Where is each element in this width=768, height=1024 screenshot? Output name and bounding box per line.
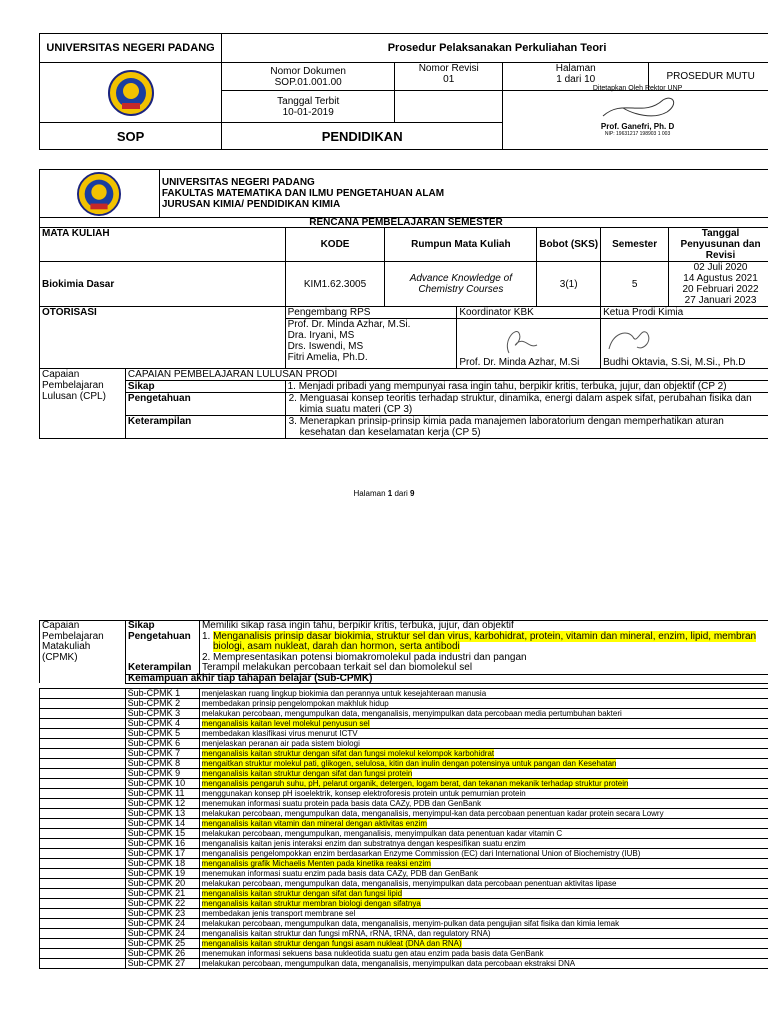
empty-cell: [40, 949, 126, 959]
sub-cpmk-text: melakukan percobaan, mengumpulkan, menganalisis, menyimpulkan data penentuan kadar vitamin C: [201, 829, 563, 838]
sub-cpmk-id: Sub-CPMK 1: [125, 689, 199, 699]
sub-cpmk-heading: Kemampuan akhir tiap tahapan belajar (Sub-CPMK): [125, 674, 768, 683]
empty-cell: [40, 749, 126, 759]
empty-cell: [40, 699, 126, 709]
empty-cell: [40, 799, 126, 809]
doc-number-cell: [222, 63, 395, 91]
sub-cpmk-text: menemukan informasi suatu protein pada basis data CAZy, PDB dan GenBank: [201, 799, 482, 808]
developer-name: Drs. Iswendi, MS: [287, 341, 364, 352]
empty-cell: [40, 849, 126, 859]
rps-table: [39, 169, 768, 439]
sub-cpmk-id: Sub-CPMK 15: [125, 829, 199, 839]
sub-cpmk-text: menganalisis kaitan struktur dengan sifat dan fungsi lipid: [201, 889, 403, 898]
quality-procedure: PROSEDUR MUTU: [649, 63, 768, 91]
empty-cell: [40, 759, 126, 769]
sub-cpmk-text: melakukan percobaan, mengumpulkan data, menganalisis, menyimpul-kan data percobaan penentuan kadar protein secara Lowry: [201, 809, 664, 818]
sub-cpmk-row: [40, 799, 768, 809]
sub-cpmk-row: [40, 839, 768, 849]
sub-cpmk-text-cell: [199, 939, 768, 949]
course-group: Advance Knowledge of Chemistry Courses: [385, 262, 537, 307]
sub-cpmk-row: [40, 749, 768, 759]
developer-name: Prof. Dr. Minda Azhar, M.Si.: [287, 319, 411, 330]
sub-cpmk-text: menganalisis kaitan jenis interaksi enzim dan substratnya dengan kespesifikan suatu enzim: [201, 839, 526, 848]
sub-cpmk-id: Sub-CPMK 18: [125, 859, 199, 869]
sop-university: UNIVERSITAS NEGERI PADANG: [40, 34, 222, 63]
developer-name: Fitri Amelia, Ph.D.: [287, 352, 368, 363]
rps-department: JURUSAN KIMIA/ PENDIDIKAN KIMIA: [161, 199, 341, 210]
course-semester: 5: [601, 262, 669, 307]
sub-cpmk-text: menggunakan konsep pH isoelektrik, konsep elektroforesis protein untuk pemurnian protein: [201, 789, 526, 798]
issue-date-cell: [222, 91, 395, 123]
sub-cpmk-text-cell: [199, 759, 768, 769]
empty-cell: [40, 899, 126, 909]
sub-cpmk-text-cell: [199, 769, 768, 779]
empty-cell: [40, 919, 126, 929]
sub-cpmk-row: [40, 719, 768, 729]
page-total: 9: [410, 489, 415, 498]
authorization-label: OTORISASI: [40, 307, 286, 369]
sub-cpmk-text: menjelaskan ruang lingkup biokimia dan perannya untuk kesejahteraan manusia: [201, 689, 487, 698]
sub-cpmk-row: [40, 709, 768, 719]
sub-cpmk-row: [40, 919, 768, 929]
course-credits: 3(1): [537, 262, 601, 307]
page-count: 1 dari 10: [556, 74, 596, 85]
empty-cell: [40, 909, 126, 919]
cpmk-label: Capaian Pembelajaran Matakuliah (CPMK): [40, 621, 126, 684]
course-name: Biokimia Dasar: [40, 262, 286, 307]
sub-cpmk-id: Sub-CPMK 10: [125, 779, 199, 789]
sub-cpmk-row: [40, 899, 768, 909]
sub-cpmk-text: menganalisis pengaruh suhu, pH, pelarut organik, detergen, logam berat, dan tekanan mekanik terhadap struktur protein: [201, 779, 629, 788]
empty-cell: [40, 729, 126, 739]
cpmk-table: [39, 620, 768, 684]
sub-cpmk-text-cell: [199, 909, 768, 919]
developer-name: Dra. Iryani, MS: [287, 330, 355, 341]
sub-cpmk-text-cell: [199, 839, 768, 849]
sub-cpmk-row: [40, 789, 768, 799]
sub-cpmk-row: [40, 849, 768, 859]
page-label: Halaman: [555, 63, 596, 74]
sub-cpmk-text: menganalisis pengelompokkan enzim berdasarkan Enzyme Commission (EC) dari International Union of Biochemistry (IUB): [201, 849, 641, 858]
empty-cell: [40, 689, 126, 699]
sub-cpmk-text-cell: [199, 789, 768, 799]
sub-cpmk-text: membedakan jenis transport membrane sel: [201, 909, 356, 918]
cpmk-pengetahuan-text: Menganalisis prinsip dasar biokimia, struktur sel dan virus, karbohidrat, protein, vitamin dan mineral, enzim, lipid, membran biologi, asam nukleat, darah dan hormon, serta antibodi: [212, 630, 757, 652]
sub-cpmk-row: [40, 729, 768, 739]
sub-cpmk-text: menganalisis kaitan struktur dengan sifat dan fungsi protein: [201, 769, 413, 778]
sub-cpmk-text: melakukan percobaan, mengumpulkan data, menganalisis, menyimpulkan data percobaan ekstraksi DNA: [201, 959, 576, 968]
sub-cpmk-id: Sub-CPMK 21: [125, 889, 199, 899]
cpl-label: Capaian Pembelajaran Lulusan (CPL): [40, 369, 126, 439]
head-cell: [601, 319, 768, 369]
revision-label: Nomor Revisi: [418, 63, 479, 74]
sub-cpmk-text-cell: [199, 809, 768, 819]
sub-cpmk-row: [40, 859, 768, 869]
sub-cpmk-row: [40, 889, 768, 899]
sub-cpmk-text-cell: [199, 849, 768, 859]
sub-cpmk-text: melakukan percobaan, mengumpulkan data, menganalisis, menyimpulkan data percobaan penentuan aktivitas lipase: [201, 879, 617, 888]
sub-cpmk-text-cell: [199, 929, 768, 939]
sop-title: Prosedur Pelaksanakan Perkuliahan Teori: [222, 34, 768, 63]
empty-cell: [40, 829, 126, 839]
sub-cpmk-id: Sub-CPMK 9: [125, 769, 199, 779]
revision-dates: [669, 262, 768, 307]
cpmk-item-number: 1.: [201, 630, 211, 642]
sub-cpmk-id: Sub-CPMK 12: [125, 799, 199, 809]
sop-label: SOP: [40, 123, 222, 150]
sub-cpmk-table: [39, 688, 768, 969]
sub-cpmk-text-cell: [199, 799, 768, 809]
sub-cpmk-text-cell: [199, 729, 768, 739]
empty-cell: [40, 739, 126, 749]
col-bobot: Bobot (SKS): [537, 228, 601, 262]
sub-cpmk-row: [40, 699, 768, 709]
sub-cpmk-text: menganalisis kaitan struktur dan fungsi mRNA, rRNA, tRNA, dan regulatory RNA): [201, 929, 491, 938]
sub-cpmk-id: Sub-CPMK 17: [125, 849, 199, 859]
sub-cpmk-text-cell: [199, 779, 768, 789]
sub-cpmk-row: [40, 689, 768, 699]
col-mata-kuliah: MATA KULIAH: [40, 228, 286, 262]
doc-number-label: Nomor Dokumen: [270, 65, 346, 77]
developer-list: [285, 319, 457, 369]
col-rumpun: Rumpun Mata Kuliah: [385, 228, 537, 262]
revision-date: 14 Agustus 2021: [683, 273, 758, 284]
sub-cpmk-row: [40, 929, 768, 939]
rps-university: UNIVERSITAS NEGERI PADANG: [161, 177, 315, 188]
empty-cell: [40, 809, 126, 819]
empty-cell: [40, 939, 126, 949]
sub-cpmk-row: [40, 869, 768, 879]
cpl-keterampilan-text: 3. Menerapkan prinsip-prinsip kimia pada manajemen laboratorium dengan memperhatikan aturan kesehatan dan keselamatan kerja (CP 5): [285, 416, 768, 439]
sub-cpmk-id: Sub-CPMK 24: [125, 919, 199, 929]
sub-cpmk-text-cell: [199, 739, 768, 749]
page-indicator: [0, 489, 768, 498]
unp-logo-icon: [77, 172, 121, 216]
sub-cpmk-text: menemukan informasi suatu enzim pada basis data CAZy, PDB dan GenBank: [201, 869, 478, 878]
empty-cell: [40, 819, 126, 829]
sub-cpmk-text: mengaitkan struktur molekul pati, glikogen, selulosa, kitin dan inulin dengan potensinya untuk pangan dan Kesehatan: [201, 759, 617, 768]
unp-logo-icon: [108, 70, 154, 116]
rps-title: RENCANA PEMBELAJARAN SEMESTER: [40, 218, 768, 228]
sub-cpmk-id: Sub-CPMK 3: [125, 709, 199, 719]
sub-cpmk-text-cell: [199, 819, 768, 829]
col-semester: Semester: [601, 228, 669, 262]
rector-name: Prof. Ganefri, Ph. D: [600, 122, 675, 131]
coordinator-name: Prof. Dr. Minda Azhar, M.Si: [459, 357, 580, 368]
head-name: Budhi Oktavia, S.Si, M.Si., Ph.D: [603, 357, 746, 368]
sub-cpmk-id: Sub-CPMK 7: [125, 749, 199, 759]
sub-cpmk-text-cell: [199, 829, 768, 839]
coordinator-signature-icon: [489, 323, 549, 357]
sub-cpmk-id: Sub-CPMK 24: [125, 929, 199, 939]
cpl-heading: CAPAIAN PEMBELAJARAN LULUSAN PRODI: [125, 369, 768, 381]
sub-cpmk-text-cell: [199, 689, 768, 699]
empty-cell: [40, 859, 126, 869]
page-current: 1: [387, 489, 393, 498]
sub-cpmk-text-cell: [199, 889, 768, 899]
sub-cpmk-text-cell: [199, 699, 768, 709]
course-code: KIM1.62.3005: [285, 262, 385, 307]
coordinator-cell: [457, 319, 601, 369]
revision-cell: [395, 63, 503, 91]
sub-cpmk-text: menjelaskan peranan air pada sistem biologi: [201, 739, 360, 748]
empty-cell: [40, 789, 126, 799]
rps-logo-cell: [40, 170, 160, 218]
doc-number: SOP.01.001.00: [274, 76, 342, 88]
sub-cpmk-text-cell: [199, 899, 768, 909]
cpmk-sikap-label: Sikap: [125, 621, 199, 632]
sub-cpmk-text-cell: [199, 859, 768, 869]
sub-cpmk-row: [40, 879, 768, 889]
sub-cpmk-id: Sub-CPMK 4: [125, 719, 199, 729]
empty-cell: [40, 869, 126, 879]
sub-cpmk-text-cell: [199, 709, 768, 719]
sub-cpmk-id: Sub-CPMK 13: [125, 809, 199, 819]
sub-cpmk-text-cell: [199, 919, 768, 929]
cpl-sikap-label: Sikap: [125, 381, 285, 393]
sub-cpmk-id: Sub-CPMK 14: [125, 819, 199, 829]
sub-cpmk-id: Sub-CPMK 16: [125, 839, 199, 849]
sub-cpmk-row: [40, 909, 768, 919]
sub-cpmk-row: [40, 779, 768, 789]
page-indicator-prefix: Halaman: [353, 489, 388, 498]
sub-cpmk-text: membedakan klasifikasi virus menurut ICTV: [201, 729, 358, 738]
sub-cpmk-row: [40, 959, 768, 969]
sub-cpmk-text-cell: [199, 749, 768, 759]
sub-cpmk-row: [40, 949, 768, 959]
revision-date: 02 Juli 2020: [693, 262, 748, 273]
sub-cpmk-row: [40, 809, 768, 819]
page-indicator-sep: dari: [392, 489, 411, 498]
sub-cpmk-text-cell: [199, 959, 768, 969]
empty-cell: [40, 719, 126, 729]
issue-date: 10-01-2019: [282, 106, 334, 118]
empty-cell: [40, 779, 126, 789]
sub-cpmk-row: [40, 819, 768, 829]
head-label: Ketua Prodi Kimia: [601, 307, 768, 319]
col-tanggal: Tanggal Penyusunan dan Revisi: [669, 228, 768, 262]
rector-nip: NIP: 19631217 198903 1 003: [604, 131, 671, 137]
empty-cell: [395, 91, 503, 123]
cpmk-pengetahuan-item2: 2. Mempresentasikan potensi biomakromolekul pada industri dan pangan: [199, 653, 768, 664]
sub-cpmk-text: menganalisis kaitan vitamin dan mineral dengan aktivitas enzim: [201, 819, 427, 828]
sub-cpmk-id: Sub-CPMK 22: [125, 899, 199, 909]
sub-cpmk-row: [40, 739, 768, 749]
sub-cpmk-id: Sub-CPMK 8: [125, 759, 199, 769]
developer-label: Pengembang RPS: [285, 307, 457, 319]
sub-cpmk-text-cell: [199, 879, 768, 889]
empty-cell: [40, 959, 126, 969]
sub-cpmk-row: [40, 769, 768, 779]
sub-cpmk-text: menganalisis kaitan level molekul penyusun sel: [201, 719, 370, 728]
cpl-keterampilan-label: Keterampilan: [125, 416, 285, 439]
cpl-sikap-text: 1. Menjadi pribadi yang mempunyai rasa ingin tahu, berpikir kritis, terbuka, jujur, dan objektif (CP 2): [285, 381, 768, 393]
sub-cpmk-text: melakukan percobaan, mengumpulkan data, menganalisis, menyim-pulkan data pengujian sifat fisika dan kimia lemak: [201, 919, 620, 928]
rector-approval-cell: [503, 85, 768, 150]
issue-date-label: Tanggal Terbit: [277, 95, 340, 107]
empty-cell: [40, 839, 126, 849]
revision-date: 27 Januari 2023: [684, 295, 757, 306]
sub-cpmk-text-cell: [199, 869, 768, 879]
sop-header-table: [39, 33, 768, 150]
revision-date: 20 Februari 2022: [682, 284, 759, 295]
cpl-pengetahuan-label: Pengetahuan: [125, 393, 285, 416]
col-kode: KODE: [285, 228, 385, 262]
sub-cpmk-text: menganalisis kaitan struktur dengan fungsi asam nukleat (DNA dan RNA): [201, 939, 462, 948]
approval-label: Ditetapkan Oleh Rektor UNP: [592, 85, 683, 92]
institution-heading: [159, 170, 768, 218]
head-signature-icon: [603, 323, 663, 357]
sub-cpmk-id: Sub-CPMK 25: [125, 939, 199, 949]
pendidikan-label: PENDIDIKAN: [222, 123, 503, 150]
sub-cpmk-text-cell: [199, 949, 768, 959]
sub-cpmk-text-cell: [199, 719, 768, 729]
sub-cpmk-row: [40, 759, 768, 769]
sub-cpmk-text: membedakan prinsip pengelompokan makhluk hidup: [201, 699, 389, 708]
sub-cpmk-id: Sub-CPMK 5: [125, 729, 199, 739]
coordinator-label: Koordinator KBK: [457, 307, 601, 319]
sub-cpmk-id: Sub-CPMK 2: [125, 699, 199, 709]
revision-number: 01: [443, 74, 455, 85]
cpmk-pengetahuan-item1: [199, 632, 768, 653]
sub-cpmk-id: Sub-CPMK 20: [125, 879, 199, 889]
sub-cpmk-row: [40, 939, 768, 949]
rector-signature-icon: [593, 92, 683, 122]
sub-cpmk-id: Sub-CPMK 11: [125, 789, 199, 799]
sub-cpmk-text: menemukan informasi sekuens basa nukleotida suatu gen atau enzim pada basis data GenBank: [201, 949, 544, 958]
sub-cpmk-id: Sub-CPMK 26: [125, 949, 199, 959]
sub-cpmk-id: Sub-CPMK 6: [125, 739, 199, 749]
sub-cpmk-text: menganalisis kaitan struktur membran biologi dengan sifatnya: [201, 899, 421, 908]
sub-cpmk-text: menganalisis grafik Michaelis Menten pada kinetika reaksi enzim: [201, 859, 431, 868]
sub-cpmk-id: Sub-CPMK 19: [125, 869, 199, 879]
sub-cpmk-text: menganalisis kaitan struktur dengan sifat dan fungsi molekul kelompok karbohidrat: [201, 749, 495, 758]
cpmk-pengetahuan-label: Pengetahuan: [125, 632, 199, 653]
cpl-pengetahuan-text: 2. Menguasai konsep teoritis terhadap struktur, dinamika, energi dalam aspek sifat, perubahan fisika dan kimia suatu materi (CP 3): [285, 393, 768, 416]
sub-cpmk-id: Sub-CPMK 27: [125, 959, 199, 969]
sub-cpmk-id: Sub-CPMK 23: [125, 909, 199, 919]
cpmk-sikap-text: Memiliki sikap rasa ingin tahu, berpikir kritis, terbuka, jujur, dan objektif: [199, 621, 768, 632]
sub-cpmk-row: [40, 829, 768, 839]
sub-cpmk-text: melakukan percobaan, mengumpulkan data, menganalisis, menyimpulkan data percobaan media pertumbuhan bakteri: [201, 709, 622, 718]
unp-logo-cell: [40, 63, 222, 123]
cpmk-keterampilan-label: Keterampilan: [125, 663, 199, 674]
rps-faculty: FAKULTAS MATEMATIKA DAN ILMU PENGETAHUAN ALAM: [161, 188, 445, 199]
empty-cell: [40, 769, 126, 779]
empty-cell: [40, 929, 126, 939]
empty-cell: [40, 879, 126, 889]
cpmk-keterampilan-text: Terampil melakukan percobaan terkait sel dan biomolekul sel: [199, 663, 768, 674]
sub-cpmk-body: [40, 689, 768, 969]
empty-cell: [40, 889, 126, 899]
empty-cell: [40, 709, 126, 719]
